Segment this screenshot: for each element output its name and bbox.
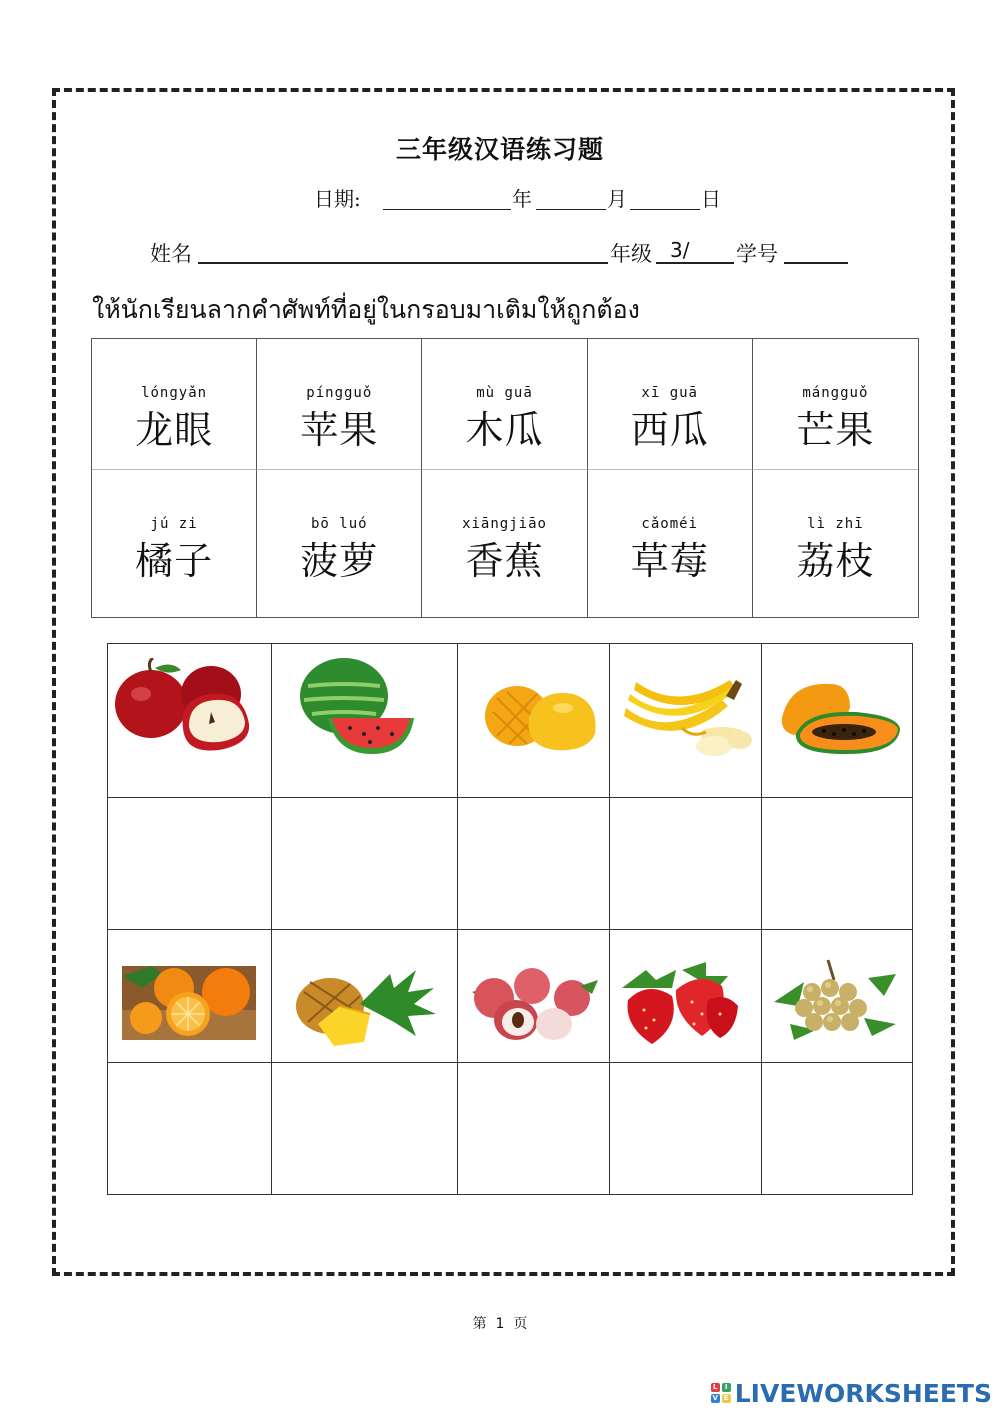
- word-card[interactable]: [753, 470, 918, 617]
- page-suffix: 页: [513, 1316, 528, 1332]
- pinyin: xiāngjiāo: [462, 516, 547, 532]
- answer-drop-zone[interactable]: [762, 798, 913, 929]
- answer-drop-zone[interactable]: [108, 798, 271, 929]
- pinyin: píngguǒ: [306, 385, 373, 401]
- answer-drop-zone[interactable]: [108, 1063, 271, 1194]
- answer-drop-zone[interactable]: [458, 798, 609, 929]
- name-label: 姓名: [150, 242, 192, 266]
- answer-drop-zone[interactable]: [458, 1063, 609, 1194]
- date-label: 日期:: [314, 187, 361, 211]
- month-blank[interactable]: [536, 209, 606, 210]
- liveworksheets-icon: L I V E: [711, 1383, 731, 1403]
- grade-blank[interactable]: [656, 262, 734, 264]
- pinyin: mángguǒ: [802, 385, 869, 401]
- word-bank-table: [91, 338, 919, 618]
- hanzi: 龙眼: [135, 408, 214, 452]
- pinyin: mù guā: [476, 385, 533, 401]
- name-blank[interactable]: [198, 262, 608, 264]
- hanzi: 香蕉: [465, 539, 544, 583]
- apple-image: [111, 658, 255, 762]
- student-no-blank[interactable]: [784, 262, 848, 264]
- hanzi: 橘子: [135, 539, 214, 583]
- year-blank[interactable]: [383, 209, 511, 210]
- pinyin: bō luó: [311, 516, 368, 532]
- strawberry-image: [616, 960, 742, 1048]
- lychee-image: [464, 962, 602, 1048]
- answer-drop-zone[interactable]: [272, 798, 457, 929]
- pineapple-image: [290, 962, 436, 1048]
- hanzi: 草莓: [630, 539, 709, 583]
- word-card[interactable]: [92, 470, 257, 617]
- hanzi: 芒果: [796, 408, 875, 452]
- word-card[interactable]: [588, 470, 753, 617]
- month-label: 月: [607, 187, 627, 211]
- picture-answer-table: [107, 643, 913, 1195]
- hanzi: 菠萝: [300, 539, 379, 583]
- worksheet-title: 三年级汉语练习题: [395, 135, 604, 164]
- word-card[interactable]: [422, 339, 587, 470]
- hanzi: 苹果: [300, 408, 379, 452]
- mango-image: [483, 678, 599, 754]
- day-blank[interactable]: [630, 209, 700, 210]
- longan-image: [772, 958, 900, 1044]
- orange-image: [122, 966, 256, 1040]
- grade-label: 年级: [610, 242, 652, 266]
- word-card[interactable]: [92, 339, 257, 470]
- pinyin: lì zhī: [807, 516, 864, 532]
- answer-drop-zone[interactable]: [272, 1063, 457, 1194]
- instruction-text: ให้นักเรียนลากคำศัพท์ที่อยู่ในกรอบมาเติมให้ถูกต้อง: [92, 295, 640, 324]
- word-card[interactable]: [753, 339, 918, 470]
- day-label: 日: [701, 187, 721, 211]
- answer-drop-zone[interactable]: [610, 1063, 761, 1194]
- word-card[interactable]: [257, 339, 422, 470]
- hanzi: 木瓜: [465, 408, 544, 452]
- answer-drop-zone[interactable]: [610, 798, 761, 929]
- pinyin: jú zi: [150, 516, 198, 532]
- page-number: [0, 1313, 1000, 1333]
- answer-drop-zone[interactable]: [762, 1063, 913, 1194]
- grade-value: 3/: [670, 238, 690, 262]
- word-card[interactable]: [588, 339, 753, 470]
- pinyin: xī guā: [641, 385, 698, 401]
- year-label: 年: [512, 187, 532, 211]
- pinyin: cǎoméi: [641, 516, 698, 532]
- page-prefix: 第: [472, 1316, 487, 1332]
- word-card[interactable]: [422, 470, 587, 617]
- watermelon-image: [298, 656, 418, 756]
- papaya-image: [776, 678, 900, 758]
- pinyin: lóngyǎn: [141, 385, 208, 401]
- liveworksheets-logo[interactable]: [711, 1377, 992, 1409]
- hanzi: 荔枝: [796, 539, 875, 583]
- banana-image: [622, 678, 756, 760]
- student-no-label: 学号: [736, 242, 778, 266]
- hanzi: 西瓜: [630, 408, 709, 452]
- brand-name: LIVEWORKSHEETS: [734, 1378, 992, 1408]
- page-number-value: 1: [495, 1316, 505, 1332]
- word-card[interactable]: [257, 470, 422, 617]
